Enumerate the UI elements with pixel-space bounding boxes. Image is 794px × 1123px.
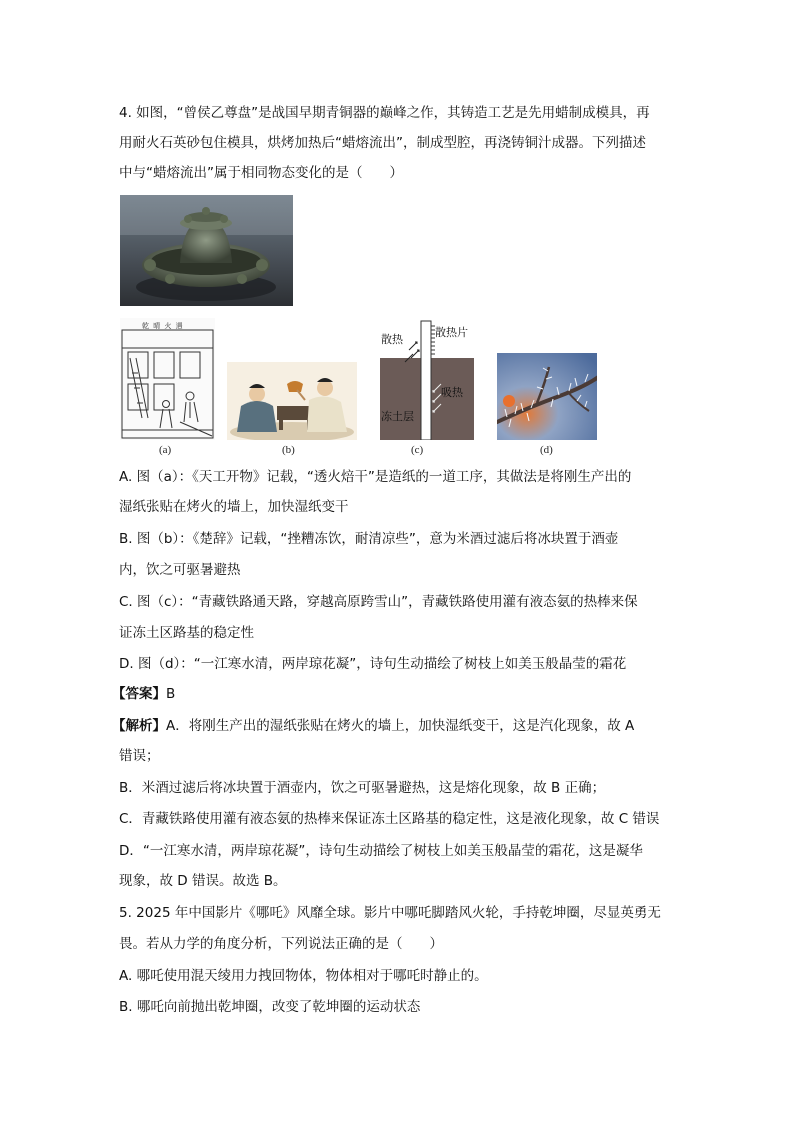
answer-value: B — [166, 686, 176, 702]
q4-answer — [112, 684, 175, 704]
q4-analysis-line-1 — [112, 716, 634, 736]
figure-c-caption: (c) — [411, 444, 424, 456]
q5-option-a: A. 哪吒使用混天绫用力拽回物体，物体相对于哪吒时静止的。 — [119, 968, 488, 984]
q4-stem-line-3: 中与“蜡熔流出”属于相同物态变化的是（ ） — [119, 165, 403, 181]
figure-a-papermaking-illustration — [120, 318, 215, 440]
q4-analysis-line-3: B．米酒过滤后将冰块置于酒壶内，饮之可驱暑避热，这是熔化现象，故 B 正确； — [119, 780, 606, 796]
figure-c-heat-pipe-diagram — [379, 320, 475, 440]
q4-analysis-line-5: D．“一江寒水清，两岸琼花凝”，诗句生动描绘了树枝上如美玉般晶莹的霜花，这是凝华 — [119, 843, 643, 859]
analysis-line-1: A．将刚生产出的湿纸张贴在烤火的墙上，加快湿纸变干，这是汽化现象，故 A — [166, 718, 635, 734]
figure-d-frost-branch-photo — [497, 353, 597, 440]
figure-a-caption: (a) — [159, 444, 172, 456]
q5-stem-line-2: 畏。若从力学的角度分析，下列说法正确的是（ ） — [119, 936, 443, 952]
figure-b-drinking-illustration — [227, 362, 357, 440]
figure-a-banner: 乾 晴 火 遇 — [142, 322, 184, 330]
figure-c-label-fin: 散热片 — [435, 326, 468, 339]
figure-b-caption: (b) — [282, 444, 295, 456]
q5-option-b: B. 哪吒向前抛出乾坤圈，改变了乾坤圈的运动状态 — [119, 999, 421, 1015]
analysis-label: 【解析】 — [112, 718, 166, 734]
q4-option-d-line: D. 图（d）：“一江寒水清，两岸琼花凝”，诗句生动描绘了树枝上如美玉般晶莹的霜花 — [119, 656, 627, 672]
q4-option-a-line-2: 湿纸张贴在烤火的墙上，加快湿纸变干 — [119, 499, 349, 515]
q4-option-c-line-2: 证冻土区路基的稳定性 — [119, 625, 254, 641]
q4-option-a-line-1: A. 图（a）：《天工开物》记载，“透火焙干”是造纸的一道工序，其做法是将刚生产出的 — [119, 469, 632, 485]
figure-c-label-layer: 冻土层 — [381, 410, 414, 423]
figure-d-caption: (d) — [540, 444, 553, 456]
figure-c-label-release: 散热 — [381, 333, 403, 346]
figure-c-label-absorb: 吸热 — [441, 386, 463, 399]
q4-analysis-line-2: 错误； — [119, 748, 160, 764]
q4-option-b-line-2: 内，饮之可驱暑避热 — [119, 562, 241, 578]
q4-analysis-line-4: C．青藏铁路使用灌有液态氨的热棒来保证冻土区路基的稳定性，这是液化现象，故 C 错误 — [119, 811, 660, 827]
answer-label: 【答案】 — [112, 686, 166, 702]
q4-option-b-line-1: B. 图（b）：《楚辞》记载，“挫糟冻饮，耐清凉些”，意为米酒过滤后将冰块置于酒壶 — [119, 531, 619, 547]
bronze-vessel-photo — [120, 195, 293, 306]
q4-option-c-line-1: C. 图（c）：“青藏铁路通天路，穿越高原跨雪山”，青藏铁路使用灌有液态氨的热棒来保 — [119, 594, 638, 610]
q4-analysis-line-6: 现象，故 D 错误。故选 B。 — [119, 873, 287, 889]
q4-stem-line-1: 4. 如图，“曾侯乙尊盘”是战国早期青铜器的巅峰之作，其铸造工艺是先用蜡制成模具，再 — [119, 105, 650, 121]
q5-stem-line-1: 5. 2025 年中国影片《哪吒》风靡全球。影片中哪吒脚踏风火轮，手持乾坤圈，尽显英勇无 — [119, 905, 661, 921]
q4-stem-line-2: 用耐火石英砂包住模具，烘烤加热后“蜡熔流出”，制成型腔，再浇铸铜汁成器。下列描述 — [119, 135, 646, 151]
